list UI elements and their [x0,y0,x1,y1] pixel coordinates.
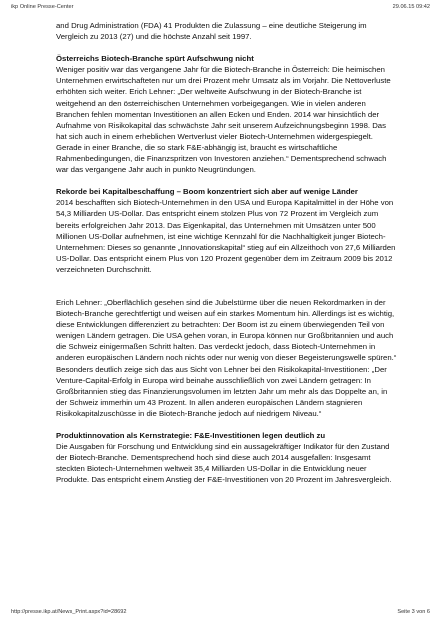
text-line: Gerade in einer Branche, die so stark F&E-abhängig ist, braucht es wirtschaftliche [56,142,338,152]
text-line: diese Entwicklungen differenziert zu betrachten: Der Boom ist zu einem überwiegenden Teil von [56,320,385,330]
text-line: Rahmenbedingungen, die Finanzspritzen von Investoren anziehen.“ Dementsprechend schwach [56,154,387,164]
text-line: Unternehmen: Dieses so genannte „Innovationskapital“ stieg auf ein Allzeithoch von 27,6 Milliarden [56,242,396,252]
text-line: Branchen fehlen momentan Investitionen an allen Ecken und Enden. 2014 war hinsichtlich der [56,109,380,119]
text-line: Venture-Capital-Erfolg in Europa wird beinahe ausschließlich von zwei Ländern getragen: In [56,375,371,385]
text-line: US-Dollar. Das entspricht einem Plus von 120 Prozent gegenüber dem im Zeitraum 2009 bis 2012 [56,253,393,263]
text-line: Die Ausgaben für Forschung und Entwicklung sind ein aussagekräftiger Indikator für den Zustand [56,442,390,452]
text-line: Besonders deutlich zeige sich das aus Sicht von Lehner bei den Risikokapital-Investitionen: „Der [56,364,387,374]
text-line: Weniger positiv war das vergangene Jahr für die Biotech-Branche in Österreich: Die heimischen [56,65,385,75]
text-line: Millionen US-Dollar aufnehmen, ist eine wichtige Kennzahl für die Nachhaltigkeit junger Biotech- [56,231,386,241]
header-site-name: ikp Online Presse-Center [11,4,74,10]
text-line: erhöhten sich weiter. Erich Lehner: „Der weltweite Aufschwung in der Biotech-Branche ist [56,87,362,97]
section-heading: Österreichs Biotech-Branche spürt Aufschwung nicht [56,54,254,64]
section-heading: Rekorde bei Kapitalbeschaffung – Boom konzentriert sich aber auf wenige Länder [56,187,358,197]
quote-paragraph [56,297,406,419]
text-line: der Schweiz immerhin um 43 Prozent. In allen anderen europäischen Ländern stagnieren [56,397,363,407]
text-line: Großbritannien stieg das Finanzierungsvolumen im letzten Jahr um mehr als das Doppelte an, in [56,386,388,396]
text-line: hat sich auch in einem erheblichen Wertverlust vieler Biotech-Unternehmen widergespiegelt. [56,131,373,141]
text-line: Vergleich zu 2013 (27) und die höchste Anzahl seit 1997. [56,32,252,42]
text-line: and Drug Administration (FDA) 41 Produkten die Zulassung – eine deutliche Steigerung im [56,21,367,30]
text-line: die Schweiz einigermaßen Schritt halten. Das verdeckt jedoch, dass Biotech-Unternehmen in [56,342,376,352]
footer-url: http://presse.ikp.at/News_Print.aspx?id=28692 [11,609,127,615]
print-footer [11,609,430,619]
text-line: Risikokapitalzuschüsse in die Biotech-Branche jedoch auf niedrigem Niveau.“ [56,408,322,418]
print-header [11,4,430,16]
text-line: 54,3 Milliarden US-Dollar. Das entspricht einem stolzen Plus von 72 Prozent im Vergleich zum [56,209,379,219]
text-line: Unternehmen erwirtschafteten nur um drei Prozent mehr Umsatz als im Vorjahr. Die Nettoverluste [56,76,391,86]
text-line: Erich Lehner: „Oberflächlich gesehen sind die Jubelstürme über die neuen Rekordmarken in der [56,297,386,307]
header-timestamp: 29.06.15 09:42 [392,4,430,10]
intro-paragraph [56,20,406,42]
text-line: Biotech-Branche gerechtfertigt und weisen auf ein starkes Momentum hin. Allerdings ist es wichtig, [56,309,395,319]
footer-page-number: Seite 3 von 6 [397,609,430,615]
section-paragraph [56,441,406,485]
text-line: anderen europäischen Ländern noch nichts oder nur wenig von dieser Begeisterungswelle spüren.“ [56,353,397,363]
text-line: der Biotech-Branche. Dementsprechend hoch sind diese auch 2014 ausgefallen: Insgesamt [56,453,371,463]
text-line: weitgehend an den österreichischen Unternehmen vorbeigegangen. Wie in vielen anderen [56,98,366,108]
text-line: 2014 beschafften sich Biotech-Unternehmen in den USA und Europa Kapitalmittel in der Höhe von [56,198,394,208]
text-line: Aufnahme von Risikokapital das schwächste Jahr seit unserem Aufzeichnungsbeginn 1998. Das [56,120,386,130]
text-line: war das vergangene Jahr auch in punkto Neugründungen. [56,165,256,175]
text-line: steckten Biotech-Unternehmen weltweit 35,4 Milliarden US-Dollar in die Entwicklung neuer [56,464,367,474]
section-heading: Produktinnovation als Kernstrategie: F&E-Investitionen legen deutlich zu [56,431,326,440]
text-line: Produkte. Das entspricht einem Anstieg der F&E-Investitionen von 20 Prozent im Jahresvergleich. [56,475,392,485]
section-paragraph [56,64,406,175]
text-line: bereits erfolgreichen Jahr 2013. Das Eigenkapital, das Unternehmen mit Umsätzen unter 500 [56,220,376,230]
text-line: wenigen Ländern getragen. Die USA gehen voran, in Europa können nur Großbritannien und auch [56,331,394,341]
article-content [56,20,406,485]
section-paragraph [56,197,406,275]
text-line: verzeichneten Durchschnitt. [56,264,152,274]
